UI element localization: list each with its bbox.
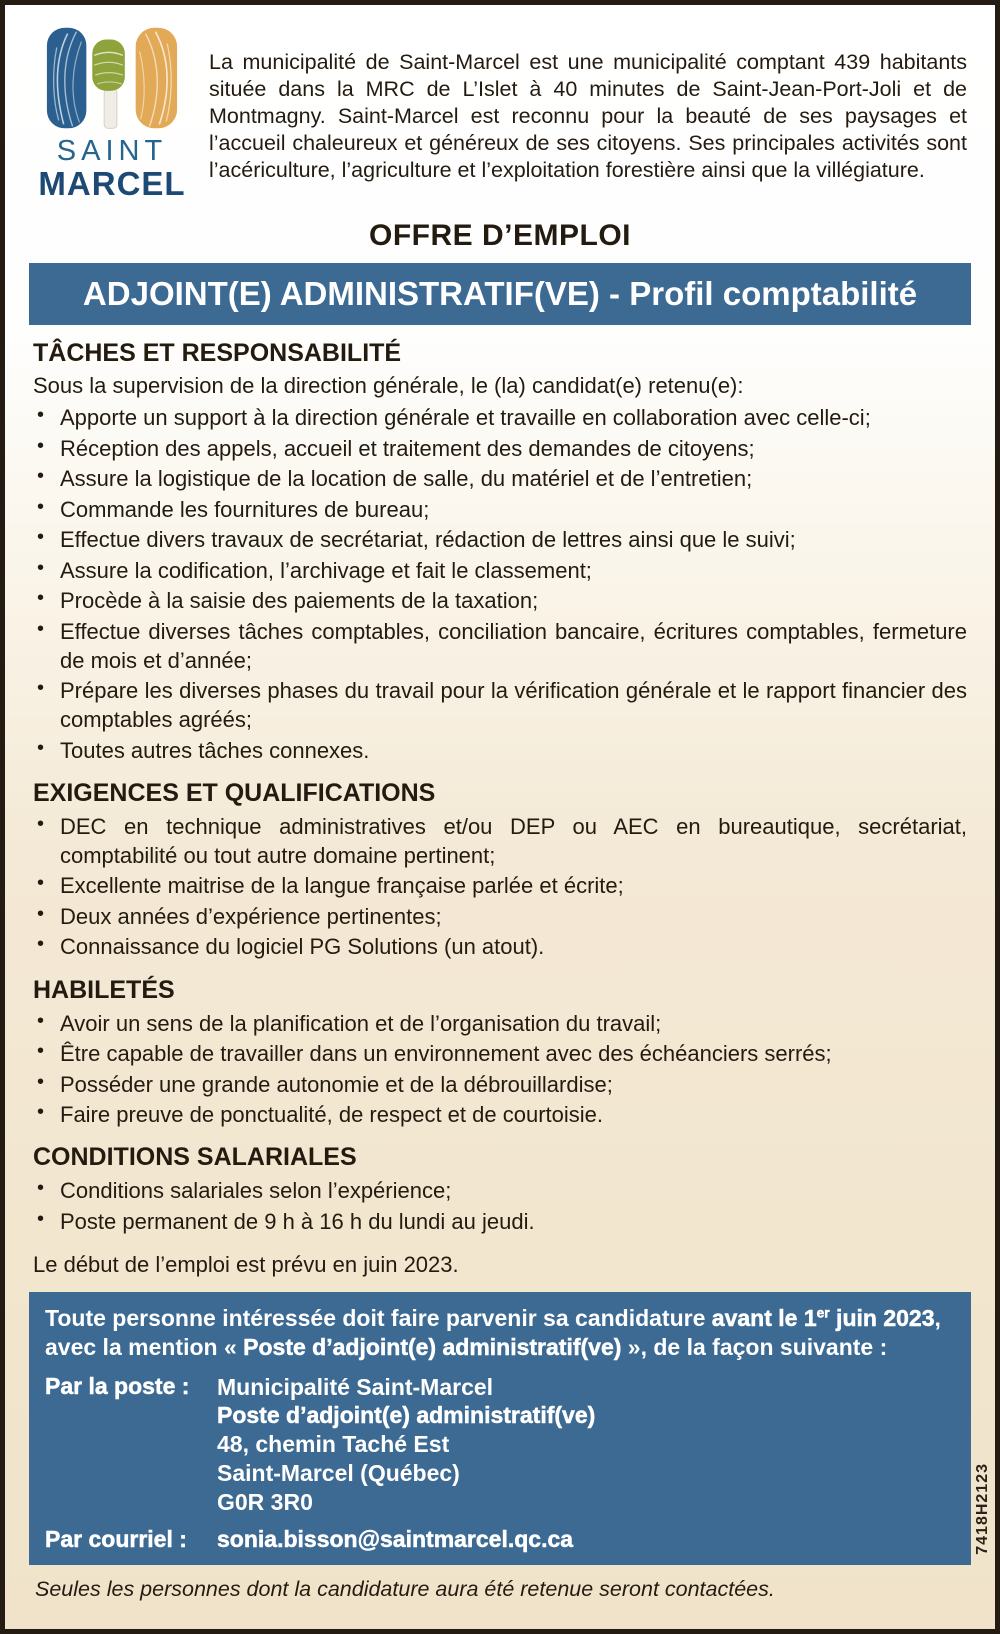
bullet-glyph: • [37, 812, 45, 835]
bullet-text: Faire preuve de ponctualité, de respect et de courtoisie. [60, 1102, 603, 1128]
bullet-text: Être capable de travailler dans un environnement avec des échéanciers serrés; [60, 1041, 832, 1067]
address-line: G0R 3R0 [217, 1488, 313, 1515]
bullet-text: Réception des appels, accueil et traitement des demandes de citoyens; [60, 435, 755, 461]
bullet-glyph: • [37, 1101, 45, 1124]
job-section [33, 339, 967, 764]
instruction-segment: Toute personne intéressée doit faire parvenir sa candidature [45, 1304, 712, 1331]
bullet-item [33, 1070, 967, 1099]
email-address: sonia.bisson@saintmarcel.qc.ca [217, 1526, 574, 1553]
instruction-segment: », de la façon suivante : [621, 1334, 888, 1361]
bullet-glyph: • [37, 933, 45, 956]
application-instructions [45, 1304, 953, 1363]
instruction-segment: , avec la mention « [45, 1304, 941, 1361]
bullet-glyph: • [37, 677, 45, 700]
section-heading: HABILETÉS [33, 975, 175, 1004]
selection-footnote: Seules les personnes dont la candidature aura été retenue seront contactées. [35, 1577, 775, 1602]
postal-address [217, 1373, 595, 1517]
bullet-list [33, 1176, 967, 1236]
bullet-list [33, 812, 967, 962]
bullet-list [33, 403, 967, 765]
bullet-glyph: • [37, 587, 45, 610]
bullet-glyph: • [37, 617, 45, 640]
start-date-note: Le début de l’emploi est prévu en juin 2023. [33, 1251, 459, 1277]
instruction-segment: juin 2023 [829, 1304, 935, 1331]
bullet-text: Connaissance du logiciel PG Solutions (un atout). [60, 934, 545, 960]
bullet-text: Poste permanent de 9 h à 16 h du lundi au jeudi. [60, 1208, 535, 1234]
bullet-list [33, 1009, 967, 1130]
bullet-item [33, 1039, 967, 1068]
bullet-item [33, 902, 967, 931]
section-heading: CONDITIONS SALARIALES [33, 1143, 357, 1172]
bullet-glyph: • [37, 736, 45, 759]
bullet-text: Toutes autres tâches connexes. [60, 737, 370, 763]
address-line: Municipalité Saint-Marcel [217, 1373, 494, 1400]
bullet-text: Avoir un sens de la planification et de l’organisation du travail; [60, 1010, 662, 1036]
address-line: Saint-Marcel (Québec) [217, 1459, 460, 1486]
bullet-item [33, 403, 967, 432]
job-title-banner: ADJOINT(E) ADMINISTRATIF(VE) - Profil comptabilité [29, 263, 971, 325]
post-label: Par la poste : [45, 1372, 190, 1399]
municipality-intro: La municipalité de Saint-Marcel est une municipalité comptant 439 habitants située dans la MRC de L’Islet à 40 minutes de Saint-Jean-Port-Joli et de Montmagny. Saint-Marcel est reconnu pour la beauté de ses paysages et l’accueil chaleureux et généreux de ses citoyens. Ses principales activités sont l’acériculture, l’agriculture et l’exploitation forestière ainsi que la villégiature. [209, 49, 967, 182]
bullet-item [33, 1176, 967, 1205]
bullet-item [33, 434, 967, 463]
bullet-text: Effectue divers travaux de secrétariat, rédaction de lettres ainsi que le suivi; [60, 527, 796, 553]
bullet-glyph: • [37, 526, 45, 549]
bullet-glyph: • [37, 902, 45, 925]
bullet-glyph: • [37, 1207, 45, 1230]
page-content [5, 5, 995, 1602]
postal-address-row [45, 1373, 953, 1517]
bullet-glyph: • [37, 872, 45, 895]
address-line: 48, chemin Taché Est [217, 1431, 450, 1458]
application-box [29, 1292, 971, 1566]
bullet-glyph: • [37, 556, 45, 579]
job-section [33, 1143, 967, 1236]
saint-marcel-logo [33, 21, 191, 203]
email-row [45, 1526, 953, 1553]
bullet-item [33, 586, 967, 615]
bullet-glyph: • [37, 1070, 45, 1093]
bullet-item [33, 932, 967, 961]
instruction-segment: er [816, 1305, 830, 1321]
bullet-text: Assure la logistique de la location de salle, du matériel et de l’entretien; [60, 466, 753, 492]
offer-heading: OFFRE D’EMPLOI [369, 219, 631, 253]
bullet-text: Assure la codification, l’archivage et fait le classement; [60, 557, 592, 583]
logo-text-marcel: MARCEL [38, 165, 186, 202]
bullet-item [33, 676, 967, 734]
bullet-text: Excellente maitrise de la langue française parlée et écrite; [60, 873, 624, 899]
bullet-text: Procède à la saisie des paiements de la taxation; [60, 588, 539, 614]
bullet-item [33, 525, 967, 554]
bullet-text: Apporte un support à la direction générale et travaille en collaboration avec celle-ci; [60, 404, 871, 430]
bullet-item [33, 464, 967, 493]
header [33, 21, 967, 205]
job-section [33, 976, 967, 1130]
bullet-glyph: • [37, 1040, 45, 1063]
bullet-item [33, 1207, 967, 1236]
section-lead: Sous la supervision de la direction générale, le (la) candidat(e) retenu(e): [33, 373, 744, 399]
bullet-item [33, 495, 967, 524]
bullet-item [33, 1009, 967, 1038]
bullet-text: Deux années d’expérience pertinentes; [60, 903, 442, 929]
bullet-item [33, 617, 967, 675]
bullet-text: Posséder une grande autonomie et de la débrouillardise; [60, 1071, 613, 1097]
bullet-item [33, 1100, 967, 1129]
ad-reference-code: 7418H2123 [974, 1463, 991, 1555]
logo-planks-icon [41, 25, 183, 133]
instruction-segment: avant le 1 [711, 1304, 817, 1331]
bullet-text: Commande les fournitures de bureau; [60, 496, 430, 522]
bullet-text: Conditions salariales selon l’expérience; [60, 1178, 452, 1204]
logo-text-saint: SAINT [56, 135, 168, 167]
bullet-glyph: • [37, 465, 45, 488]
bullet-text: Effectue diverses tâches comptables, conciliation bancaire, écritures comptables, fermeture de mois et d’année; [60, 618, 967, 673]
instruction-segment: Poste d’adjoint(e) administratif(ve) [243, 1334, 622, 1361]
bullet-item [33, 556, 967, 585]
email-label: Par courriel : [45, 1526, 187, 1553]
bullet-glyph: • [37, 403, 45, 426]
bullet-glyph: • [37, 1177, 45, 1200]
bullet-glyph: • [37, 1009, 45, 1032]
bullet-item [33, 871, 967, 900]
address-line: Poste d’adjoint(e) administratif(ve) [217, 1402, 596, 1429]
bullet-item [33, 812, 967, 870]
bullet-item [33, 736, 967, 765]
bullet-glyph: • [37, 434, 45, 457]
job-section [33, 779, 967, 962]
bullet-text: DEC en technique administratives et/ou DEP ou AEC en bureautique, secrétariat, comptabilité ou tout autre domaine pertinent; [60, 813, 967, 868]
sections-container [33, 339, 967, 1235]
bullet-glyph: • [37, 495, 45, 518]
section-heading: EXIGENCES ET QUALIFICATIONS [33, 778, 436, 807]
section-heading: TÂCHES ET RESPONSABILITÉ [33, 339, 402, 368]
bullet-text: Prépare les diverses phases du travail pour la vérification générale et le rapport financier des comptables agréés; [60, 678, 967, 733]
